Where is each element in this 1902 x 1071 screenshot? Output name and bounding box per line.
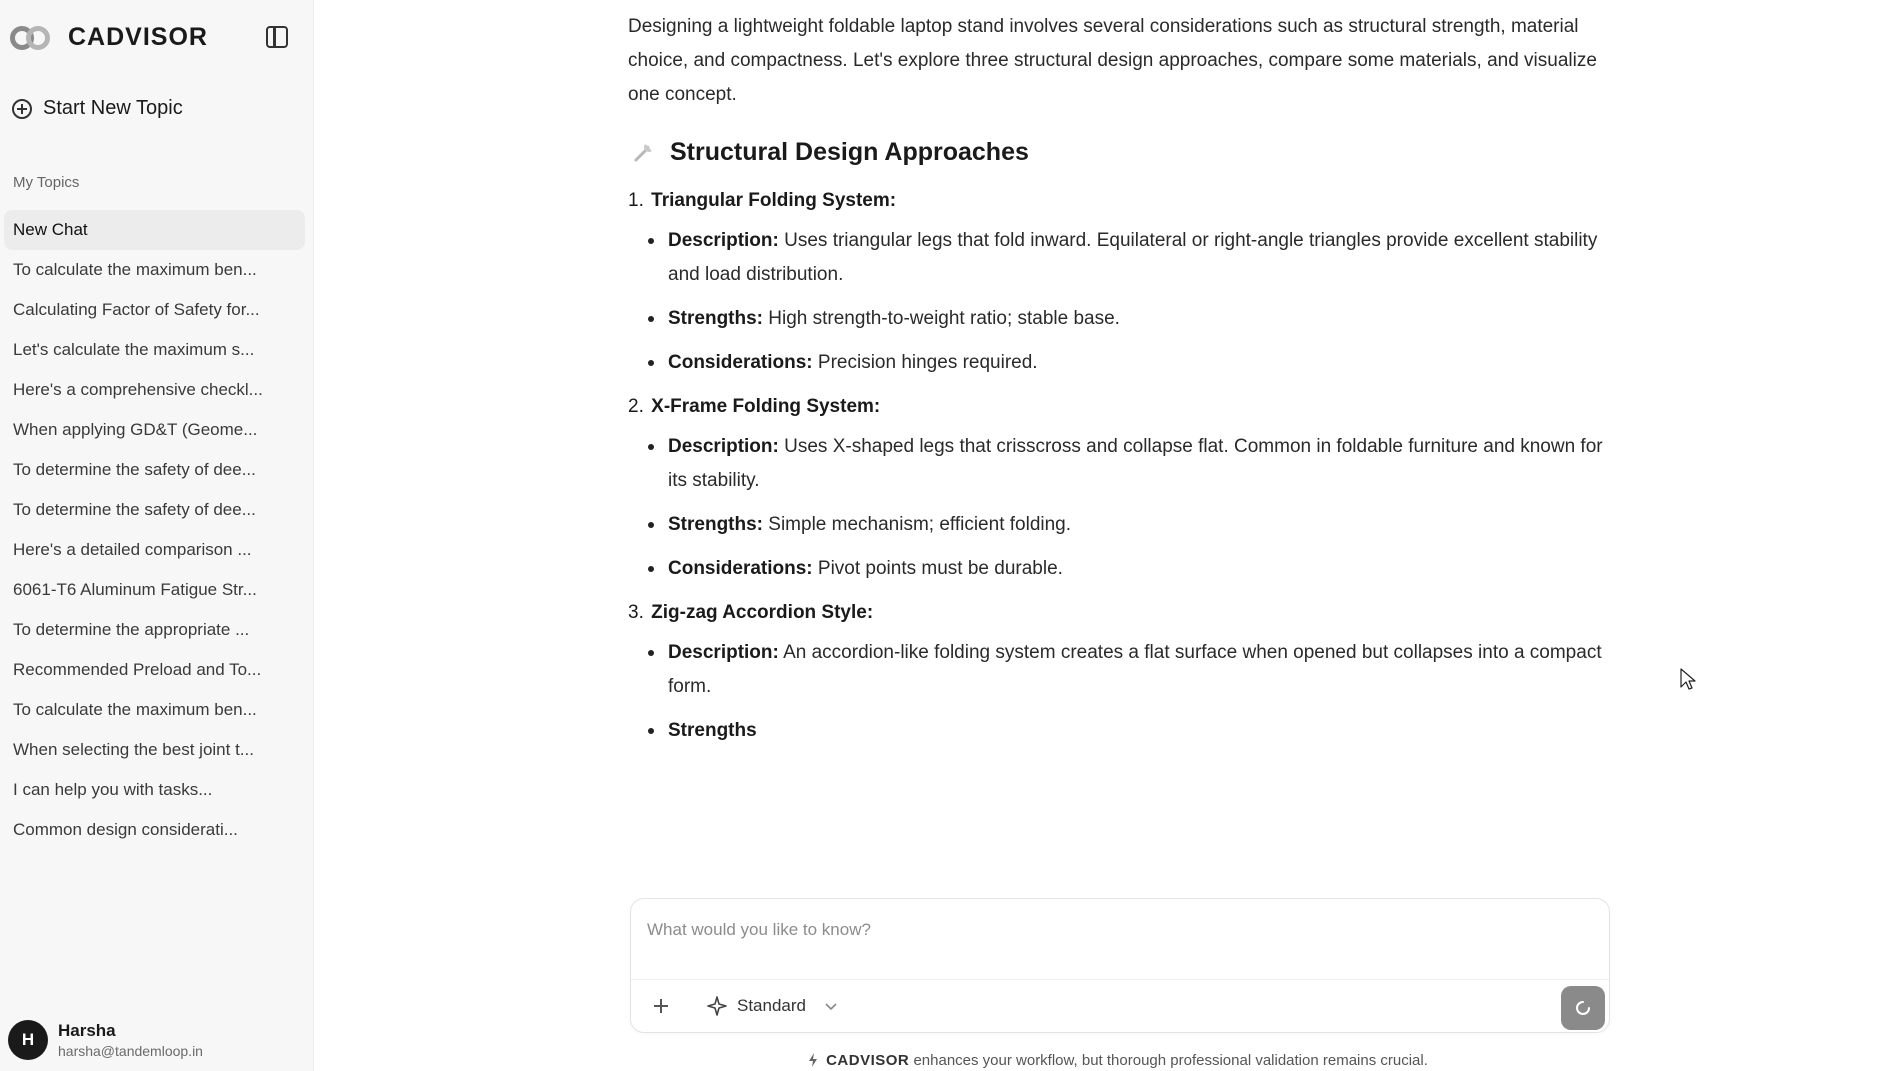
- topic-item[interactable]: Here's a comprehensive checkl...: [13, 380, 263, 399]
- approach-title: Zig-zag Accordion Style:: [651, 602, 874, 623]
- topic-item[interactable]: To calculate the maximum ben...: [13, 260, 257, 279]
- list-item: Strengths: [628, 714, 1608, 748]
- list-item: Considerations: Pivot points must be durable.: [628, 552, 1608, 586]
- send-button[interactable]: [1561, 986, 1605, 1030]
- section-title: Structural Design Approaches: [670, 138, 1029, 166]
- topic-item[interactable]: Recommended Preload and To...: [13, 660, 262, 679]
- disclaimer-text: enhances your workflow, but thorough professional validation remains crucial.: [909, 1052, 1428, 1069]
- start-new-topic-button[interactable]: [12, 97, 183, 120]
- sidebar: [0, 0, 314, 1071]
- wrench-icon: [632, 140, 656, 164]
- list-item: Description: An accordion-like folding system creates a flat surface when opened but collapses into a compact form.: [628, 636, 1608, 704]
- user-name: Harsha: [58, 1021, 116, 1040]
- topic-item[interactable]: 6061-T6 Aluminum Fatigue Str...: [13, 580, 257, 599]
- list-item: Strengths: Simple mechanism; efficient folding.: [628, 508, 1608, 542]
- sidebar-toggle-icon[interactable]: [266, 26, 288, 48]
- section-heading: [628, 130, 1608, 174]
- topic-item[interactable]: Here's a detailed comparison ...: [13, 540, 252, 559]
- avatar: H: [8, 1020, 48, 1060]
- topic-list: [0, 210, 314, 850]
- chat-input[interactable]: [647, 915, 1587, 945]
- disclaimer-brand: CADVISOR: [826, 1052, 910, 1069]
- brand[interactable]: [10, 20, 208, 54]
- approach-item: [628, 596, 1608, 748]
- approach-number: 1.: [628, 190, 644, 211]
- disclaimer: [628, 1052, 1608, 1069]
- topic-item[interactable]: To determine the appropriate ...: [13, 620, 250, 639]
- topic-item[interactable]: I can help you with tasks...: [13, 780, 213, 799]
- list-item: Strengths: High strength-to-weight ratio; stable base.: [628, 302, 1608, 336]
- sparkle-icon: [707, 996, 727, 1016]
- list-item: Description: Uses triangular legs that fold inward. Equilateral or right-angle triangles provide excellent stability and load distribution.: [628, 224, 1608, 292]
- topic-item[interactable]: New Chat: [4, 210, 305, 250]
- mouse-cursor-icon: [1680, 668, 1698, 692]
- list-item: Description: Uses X-shaped legs that crisscross and collapse flat. Common in foldable furniture and known for its stability.: [628, 430, 1608, 498]
- approach-title: Triangular Folding System:: [651, 190, 897, 211]
- topic-item[interactable]: Let's calculate the maximum s...: [13, 340, 255, 359]
- chat-composer: [630, 898, 1610, 1033]
- loading-spinner-icon: [1573, 998, 1593, 1018]
- topic-item[interactable]: To determine the safety of dee...: [13, 500, 256, 519]
- approach-number: 2.: [628, 396, 644, 417]
- topic-item[interactable]: Common design considerati...: [13, 820, 238, 839]
- user-email: harsha@tandemloop.in: [58, 1043, 203, 1059]
- topic-item[interactable]: When applying GD&T (Geome...: [13, 420, 258, 439]
- topic-item[interactable]: To calculate the maximum ben...: [13, 700, 257, 719]
- topic-item[interactable]: To determine the safety of dee...: [13, 460, 256, 479]
- add-attachment-button[interactable]: [647, 992, 675, 1020]
- plus-circle-icon: [12, 99, 32, 119]
- topic-item[interactable]: Calculating Factor of Safety for...: [13, 300, 260, 319]
- approach-number: 3.: [628, 602, 644, 623]
- composer-divider: [631, 979, 1609, 980]
- start-new-topic-label: Start New Topic: [43, 97, 183, 119]
- assistant-message: [628, 10, 1608, 758]
- mode-dropdown[interactable]: [707, 992, 838, 1020]
- approach-title: X-Frame Folding System:: [651, 396, 881, 417]
- approach-item: [628, 390, 1608, 586]
- chevron-down-icon: [824, 999, 838, 1013]
- message-intro: Designing a lightweight foldable laptop stand involves several considerations such as structural strength, material choice, and compactness. Let's explore three structural design approaches, compare some materials, and visualize one concept.: [628, 16, 1597, 105]
- user-profile[interactable]: [8, 1020, 203, 1060]
- bolt-icon: [808, 1053, 818, 1067]
- brand-logo-icon: [10, 22, 54, 52]
- topic-item[interactable]: When selecting the best joint t...: [13, 740, 254, 759]
- brand-name: CADVISOR: [68, 22, 208, 51]
- mode-label: Standard: [737, 996, 806, 1015]
- list-item: Considerations: Precision hinges required.: [628, 346, 1608, 380]
- my-topics-heading: My Topics: [13, 174, 80, 191]
- approach-item: [628, 184, 1608, 380]
